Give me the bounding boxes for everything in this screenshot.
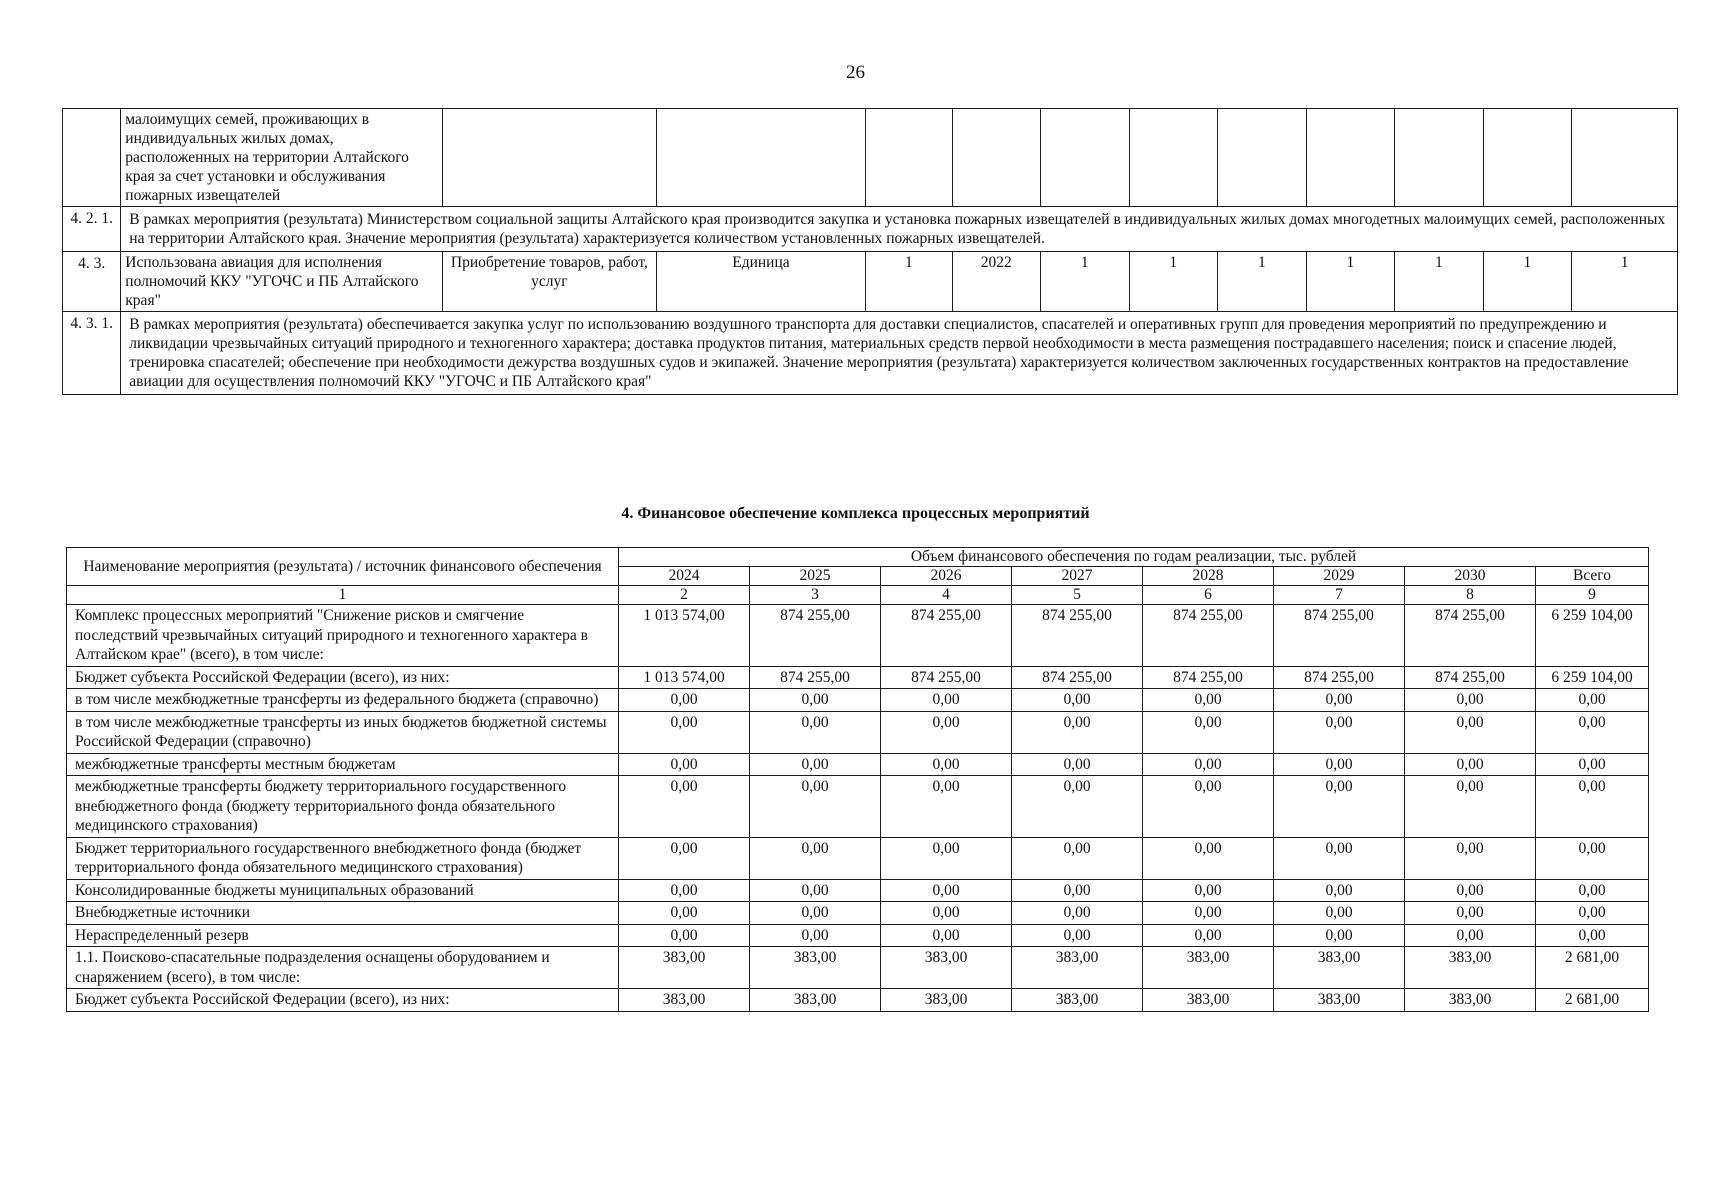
amount-cell: 0,00 [1012, 776, 1143, 838]
amount-cell: 383,00 [1012, 989, 1143, 1012]
funding-source-name: межбюджетные трансферты местным бюджетам [67, 753, 619, 776]
year-value-cell [1395, 109, 1484, 207]
amount-cell: 0,00 [1536, 924, 1649, 947]
amount-cell: 874 255,00 [1405, 605, 1536, 667]
amount-cell: 0,00 [1012, 711, 1143, 753]
amount-cell: 0,00 [1405, 776, 1536, 838]
row-number: 4. 2. 1. [63, 207, 121, 252]
amount-cell: 0,00 [1274, 776, 1405, 838]
amount-cell: 0,00 [1405, 902, 1536, 925]
result-row [63, 109, 1678, 207]
amount-cell: 0,00 [750, 924, 881, 947]
funding-source-name: Комплекс процессных мероприятий "Снижение рисков и смягчение последствий чрезвычайных ситуаций природного и техногенного характера в Алтайском крае" (всего), в том числе: [67, 605, 619, 667]
amount-cell: 1 013 574,00 [619, 666, 750, 689]
amount-cell: 0,00 [619, 753, 750, 776]
year-value-cell: 1 [1041, 252, 1130, 312]
amount-cell: 1 013 574,00 [619, 605, 750, 667]
header-row [67, 548, 1649, 567]
financing-row [67, 947, 1649, 989]
amount-cell: 0,00 [881, 879, 1012, 902]
amount-cell: 383,00 [1405, 989, 1536, 1012]
year-value-cell: 1 [1218, 252, 1307, 312]
row-number [63, 109, 121, 207]
financing-row [67, 605, 1649, 667]
amount-cell: 0,00 [1143, 924, 1274, 947]
amount-cell: 383,00 [1143, 947, 1274, 989]
amount-cell: 0,00 [1536, 689, 1649, 712]
amount-cell: 874 255,00 [1405, 666, 1536, 689]
amount-cell: 0,00 [1274, 753, 1405, 776]
header-volume-cell: Объем финансового обеспечения по годам реализации, тыс. рублей [619, 548, 1649, 567]
financing-row [67, 989, 1649, 1012]
base-value: 1 [866, 252, 952, 312]
year-value-cell: 1 [1572, 252, 1678, 312]
amount-cell: 874 255,00 [1143, 666, 1274, 689]
column-numbers-row [67, 586, 1649, 605]
year-header: 2028 [1143, 567, 1274, 586]
amount-cell: 0,00 [881, 924, 1012, 947]
amount-cell: 0,00 [1405, 689, 1536, 712]
financing-row [67, 753, 1649, 776]
amount-cell: 6 259 104,00 [1536, 666, 1649, 689]
funding-source-name: 1.1. Поисково-спасательные подразделения оснащены оборудованием и снаряжением (всего), в том числе: [67, 947, 619, 989]
financing-row [67, 666, 1649, 689]
amount-cell: 2 681,00 [1536, 947, 1649, 989]
year-header: 2029 [1274, 567, 1405, 586]
amount-cell: 2 681,00 [1536, 989, 1649, 1012]
amount-cell: 0,00 [1143, 879, 1274, 902]
amount-cell: 0,00 [750, 902, 881, 925]
amount-cell: 0,00 [619, 902, 750, 925]
amount-cell: 0,00 [1012, 753, 1143, 776]
base-year: 2022 [952, 252, 1041, 312]
header-name-cell: Наименование мероприятия (результата) / источник финансового обеспечения [67, 548, 619, 586]
section-title: 4. Финансовое обеспечение комплекса процессных мероприятий [621, 505, 1090, 522]
amount-cell: 0,00 [750, 837, 881, 879]
funding-source-name: в том числе межбюджетные трансферты из иных бюджетов бюджетной системы Российской Федерации (справочно) [67, 711, 619, 753]
amount-cell: 0,00 [750, 753, 881, 776]
amount-cell: 0,00 [619, 776, 750, 838]
amount-cell: 874 255,00 [750, 605, 881, 667]
amount-cell: 383,00 [619, 989, 750, 1012]
funding-source-name: Нераспределенный резерв [67, 924, 619, 947]
column-number: 9 [1536, 586, 1649, 605]
amount-cell: 383,00 [881, 947, 1012, 989]
column-number: 5 [1012, 586, 1143, 605]
year-header: 2027 [1012, 567, 1143, 586]
amount-cell: 0,00 [1274, 902, 1405, 925]
result-unit [656, 109, 865, 207]
amount-cell: 874 255,00 [1143, 605, 1274, 667]
amount-cell: 383,00 [1143, 989, 1274, 1012]
amount-cell: 874 255,00 [1274, 666, 1405, 689]
amount-cell: 0,00 [1012, 879, 1143, 902]
amount-cell: 0,00 [619, 837, 750, 879]
amount-cell: 0,00 [881, 837, 1012, 879]
year-value-cell [1306, 109, 1395, 207]
amount-cell: 0,00 [881, 776, 1012, 838]
row-number: 4. 3. 1. [63, 312, 121, 395]
amount-cell: 0,00 [1536, 753, 1649, 776]
amount-cell: 0,00 [1274, 879, 1405, 902]
result-row [63, 207, 1678, 252]
financing-row [67, 776, 1649, 838]
funding-source-name: Бюджет субъекта Российской Федерации (всего), из них: [67, 989, 619, 1012]
amount-cell: 383,00 [619, 947, 750, 989]
year-header: Всего [1536, 567, 1649, 586]
amount-cell: 0,00 [1405, 753, 1536, 776]
amount-cell: 0,00 [1536, 902, 1649, 925]
year-value-cell [1572, 109, 1678, 207]
column-number: 6 [1143, 586, 1274, 605]
result-description: В рамках мероприятия (результата) Министерством социальной защиты Алтайского края производится закупка и установка пожарных извещателей в индивидуальных жилых домах многодетных малоимущих семей, расположенных на территории Алтайского края. Значение мероприятия (результата) характеризуется количеством установленных пожарных извещателей. [121, 207, 1678, 252]
amount-cell: 0,00 [1536, 776, 1649, 838]
year-value-cell [1041, 109, 1130, 207]
result-row [63, 312, 1678, 395]
column-number: 8 [1405, 586, 1536, 605]
result-name: малоимущих семей, проживающих в индивидуальных жилых домах, расположенных на территории Алтайского края за счет установки и обслуживания пожарных извещателей [121, 109, 443, 207]
amount-cell: 0,00 [1012, 924, 1143, 947]
result-unit: Единица [656, 252, 865, 312]
amount-cell: 0,00 [1405, 879, 1536, 902]
funding-source-name: Бюджет субъекта Российской Федерации (всего), из них: [67, 666, 619, 689]
funding-source-name: Внебюджетные источники [67, 902, 619, 925]
amount-cell: 874 255,00 [1274, 605, 1405, 667]
column-number: 1 [67, 586, 619, 605]
funding-source-name: межбюджетные трансферты бюджету территориального государственного внебюджетного фонда (бюджету территориального фонда обязательного медицинского страхования) [67, 776, 619, 838]
amount-cell: 0,00 [1536, 711, 1649, 753]
financing-row [67, 902, 1649, 925]
amount-cell: 0,00 [1274, 924, 1405, 947]
amount-cell: 0,00 [1143, 711, 1274, 753]
year-value-cell: 1 [1395, 252, 1484, 312]
financing-row [67, 837, 1649, 879]
amount-cell: 0,00 [619, 689, 750, 712]
amount-cell: 0,00 [1274, 711, 1405, 753]
financing-row [67, 711, 1649, 753]
amount-cell: 0,00 [1143, 902, 1274, 925]
year-header: 2030 [1405, 567, 1536, 586]
amount-cell: 0,00 [750, 879, 881, 902]
year-header: 2025 [750, 567, 881, 586]
funding-source-name: Консолидированные бюджеты муниципальных образований [67, 879, 619, 902]
amount-cell: 383,00 [750, 989, 881, 1012]
base-value [866, 109, 952, 207]
amount-cell: 0,00 [1536, 837, 1649, 879]
year-value-cell [1483, 109, 1572, 207]
column-number: 2 [619, 586, 750, 605]
amount-cell: 0,00 [881, 753, 1012, 776]
financing-row [67, 879, 1649, 902]
financing-row [67, 924, 1649, 947]
year-value-cell [1218, 109, 1307, 207]
amount-cell: 0,00 [619, 711, 750, 753]
financing-table [66, 547, 1649, 1012]
amount-cell: 383,00 [1274, 947, 1405, 989]
amount-cell: 0,00 [1143, 776, 1274, 838]
amount-cell: 0,00 [1012, 837, 1143, 879]
page-number: 26 [846, 62, 865, 83]
amount-cell: 0,00 [881, 689, 1012, 712]
amount-cell: 0,00 [1405, 711, 1536, 753]
amount-cell: 0,00 [881, 711, 1012, 753]
amount-cell: 383,00 [1274, 989, 1405, 1012]
amount-cell: 383,00 [881, 989, 1012, 1012]
year-header: 2026 [881, 567, 1012, 586]
year-value-cell: 1 [1306, 252, 1395, 312]
amount-cell: 0,00 [619, 879, 750, 902]
year-value-cell: 1 [1483, 252, 1572, 312]
result-row [63, 252, 1678, 312]
result-description: В рамках мероприятия (результата) обеспечивается закупка услуг по использованию воздушного транспорта для доставки специалистов, спасателей и оперативных групп для проведения мероприятий по предупреждению и ликвидации чрезвычайных ситуаций природного и техногенного характера; доставка продуктов питания, материальных средств первой необходимости в места размещения пострадавшего населения; поиск и спасение людей, тренировка спасателей; обеспечение при необходимости дежурства воздушных судов и экипажей. Значение мероприятия (результата) характеризуется количеством заключенных государственных контрактов на предоставление авиации для осуществления полномочий ККУ "УГОЧС и ПБ Алтайского края" [121, 312, 1678, 395]
amount-cell: 383,00 [1012, 947, 1143, 989]
amount-cell: 874 255,00 [1012, 605, 1143, 667]
amount-cell: 383,00 [1405, 947, 1536, 989]
amount-cell: 0,00 [750, 689, 881, 712]
amount-cell: 0,00 [1405, 924, 1536, 947]
year-value-cell [1129, 109, 1218, 207]
amount-cell: 383,00 [750, 947, 881, 989]
amount-cell: 0,00 [1405, 837, 1536, 879]
funding-source-name: в том числе межбюджетные трансферты из федерального бюджета (справочно) [67, 689, 619, 712]
amount-cell: 0,00 [619, 924, 750, 947]
amount-cell: 0,00 [1143, 689, 1274, 712]
column-number: 3 [750, 586, 881, 605]
amount-cell: 874 255,00 [750, 666, 881, 689]
amount-cell: 0,00 [750, 711, 881, 753]
column-number: 7 [1274, 586, 1405, 605]
amount-cell: 0,00 [1143, 837, 1274, 879]
amount-cell: 0,00 [1274, 837, 1405, 879]
amount-cell: 0,00 [1536, 879, 1649, 902]
amount-cell: 6 259 104,00 [1536, 605, 1649, 667]
results-table [62, 108, 1678, 395]
amount-cell: 0,00 [1012, 689, 1143, 712]
row-number: 4. 3. [63, 252, 121, 312]
amount-cell: 874 255,00 [881, 605, 1012, 667]
year-header: 2024 [619, 567, 750, 586]
base-year [952, 109, 1041, 207]
result-type [442, 109, 656, 207]
amount-cell: 0,00 [881, 902, 1012, 925]
result-type: Приобретение товаров, работ, услуг [442, 252, 656, 312]
amount-cell: 0,00 [1143, 753, 1274, 776]
amount-cell: 0,00 [1274, 689, 1405, 712]
result-name: Использована авиация для исполнения полномочий ККУ "УГОЧС и ПБ Алтайского края" [121, 252, 443, 312]
amount-cell: 0,00 [750, 776, 881, 838]
column-number: 4 [881, 586, 1012, 605]
amount-cell: 874 255,00 [1012, 666, 1143, 689]
funding-source-name: Бюджет территориального государственного внебюджетного фонда (бюджет территориального фонда обязательного медицинского страхования) [67, 837, 619, 879]
financing-row [67, 689, 1649, 712]
year-value-cell: 1 [1129, 252, 1218, 312]
amount-cell: 874 255,00 [881, 666, 1012, 689]
amount-cell: 0,00 [1012, 902, 1143, 925]
